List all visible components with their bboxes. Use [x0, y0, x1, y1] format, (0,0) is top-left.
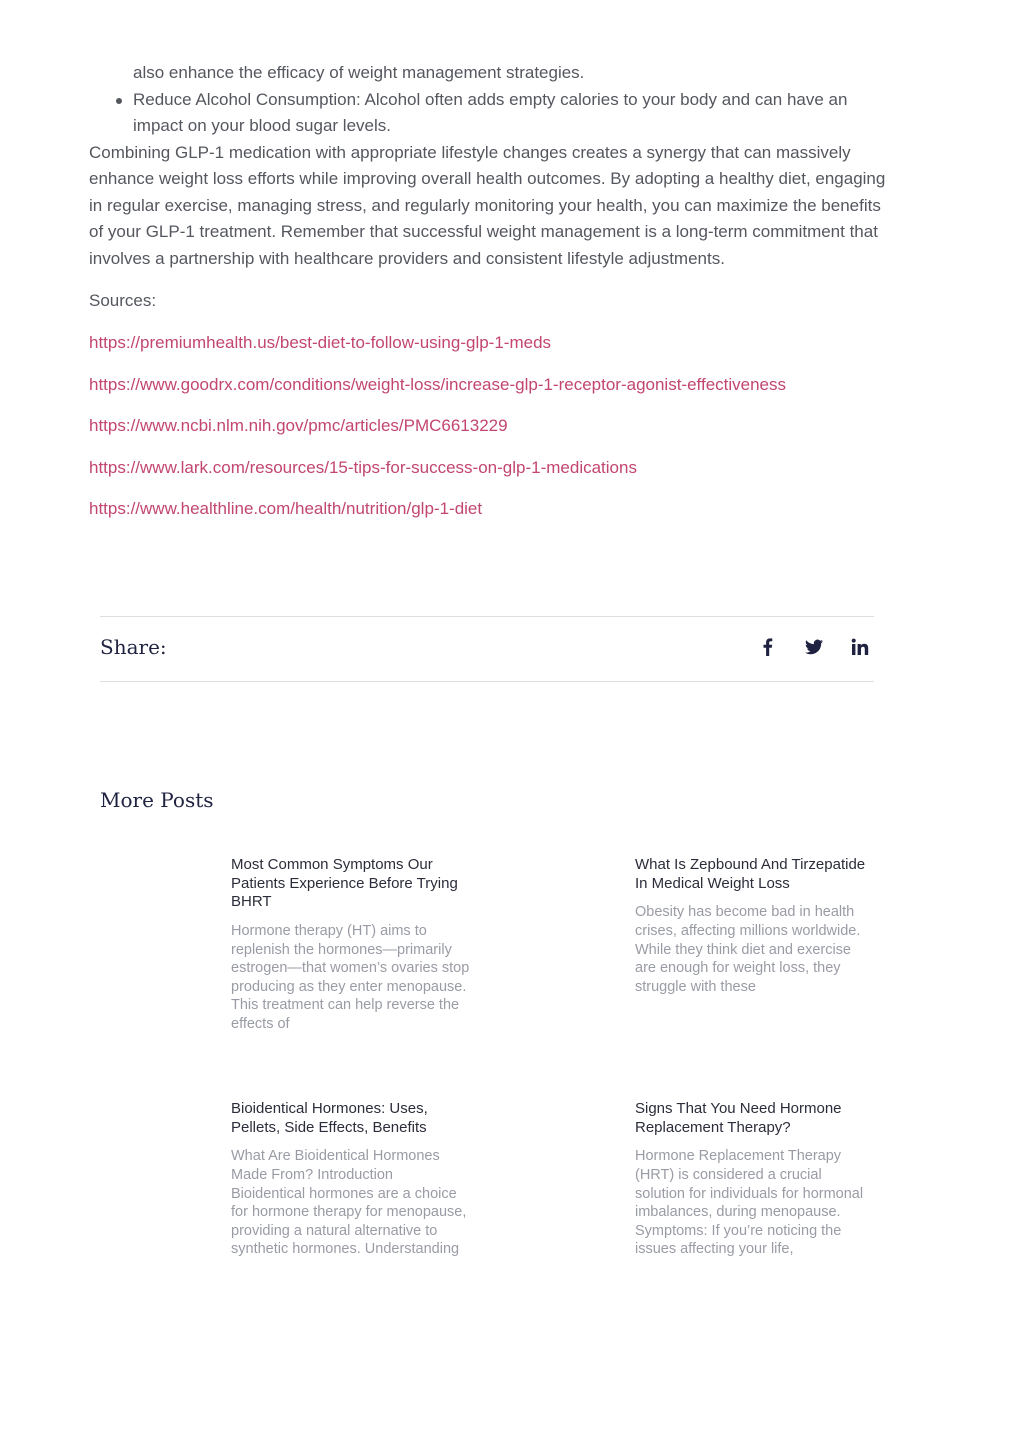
share-bar: [100, 616, 874, 682]
post-excerpt: Obesity has become bad in health crises, affecting millions worldwide. While they think diet and exercise are enough for weight loss, they struggle with these: [635, 904, 861, 995]
summary-paragraph: Combining GLP-1 medication with appropriate lifestyle changes creates a synergy that can massively enhance weight loss efforts while improving overall health outcomes. By adopting a healthy diet, engaging in regular exercise, managing stress, and regularly monitoring your health, you can maximize the benefits of your GLP-1 treatment. Remember that successful weight management is a long-term commitment that involves a partnership with healthcare providers and consistent lifestyle adjustments.: [89, 142, 886, 268]
post-title[interactable]: Most Common Symptoms Our Patients Experience Before Trying BHRT: [231, 856, 458, 911]
more-posts-title: More Posts: [100, 788, 214, 812]
post-title[interactable]: Signs That You Need Hormone Replacement Therapy?: [635, 1100, 842, 1136]
post-title[interactable]: Bioidentical Hormones: Uses, Pellets, Side Effects, Benefits: [231, 1100, 428, 1136]
article-body: [89, 60, 889, 538]
source-link-ncbi[interactable]: https://www.ncbi.nlm.nih.gov/pmc/articles/PMC6613229: [89, 416, 508, 435]
post-card: [635, 856, 875, 996]
linkedin-icon[interactable]: [850, 637, 870, 657]
post-excerpt: Hormone therapy (HT) aims to replenish the hormones—primarily estrogen—that women’s ovaries stop producing as they enter menopause. This treatment can help reverse the effects of: [231, 923, 470, 1033]
share-label: Share:: [100, 635, 167, 659]
bullet-list: [89, 60, 889, 140]
share-icons: [758, 637, 870, 657]
sources-label: Sources:: [89, 291, 157, 310]
source-link-goodrx[interactable]: https://www.goodrx.com/conditions/weight-loss/increase-glp-1-receptor-agonist-effectiveness: [89, 374, 787, 394]
post-card: [635, 1100, 875, 1259]
source-links: [89, 330, 889, 523]
facebook-icon[interactable]: [758, 637, 778, 657]
post-excerpt: What Are Bioidentical Hormones Made From? Introduction Bioidentical hormones are a choice for hormone therapy for menopause, providing a natural alternative to synthetic hormones. Understanding: [231, 1148, 467, 1258]
bullet-item-continued: also enhance the efficacy of weight management strategies.: [133, 63, 585, 82]
post-card: [231, 1100, 471, 1259]
source-link-lark[interactable]: https://www.lark.com/resources/15-tips-for-success-on-glp-1-medications: [89, 457, 637, 477]
post-excerpt: Hormone Replacement Therapy (HRT) is considered a crucial solution for individuals for hormonal imbalances, during menopause. Symptoms: If you’re noticing the issues affecting your life,: [635, 1148, 864, 1258]
source-link-healthline[interactable]: https://www.healthline.com/health/nutrition/glp-1-diet: [89, 499, 483, 518]
twitter-icon[interactable]: [804, 637, 824, 657]
post-title[interactable]: What Is Zepbound And Tirzepatide In Medical Weight Loss: [635, 856, 866, 892]
post-card: [231, 856, 471, 1034]
source-link-premiumhealth[interactable]: https://premiumhealth.us/best-diet-to-follow-using-glp-1-meds: [89, 333, 552, 352]
bullet-item-reduce-alcohol: Reduce Alcohol Consumption: Alcohol often adds empty calories to your body and can have an impact on your blood sugar levels.: [133, 87, 889, 140]
